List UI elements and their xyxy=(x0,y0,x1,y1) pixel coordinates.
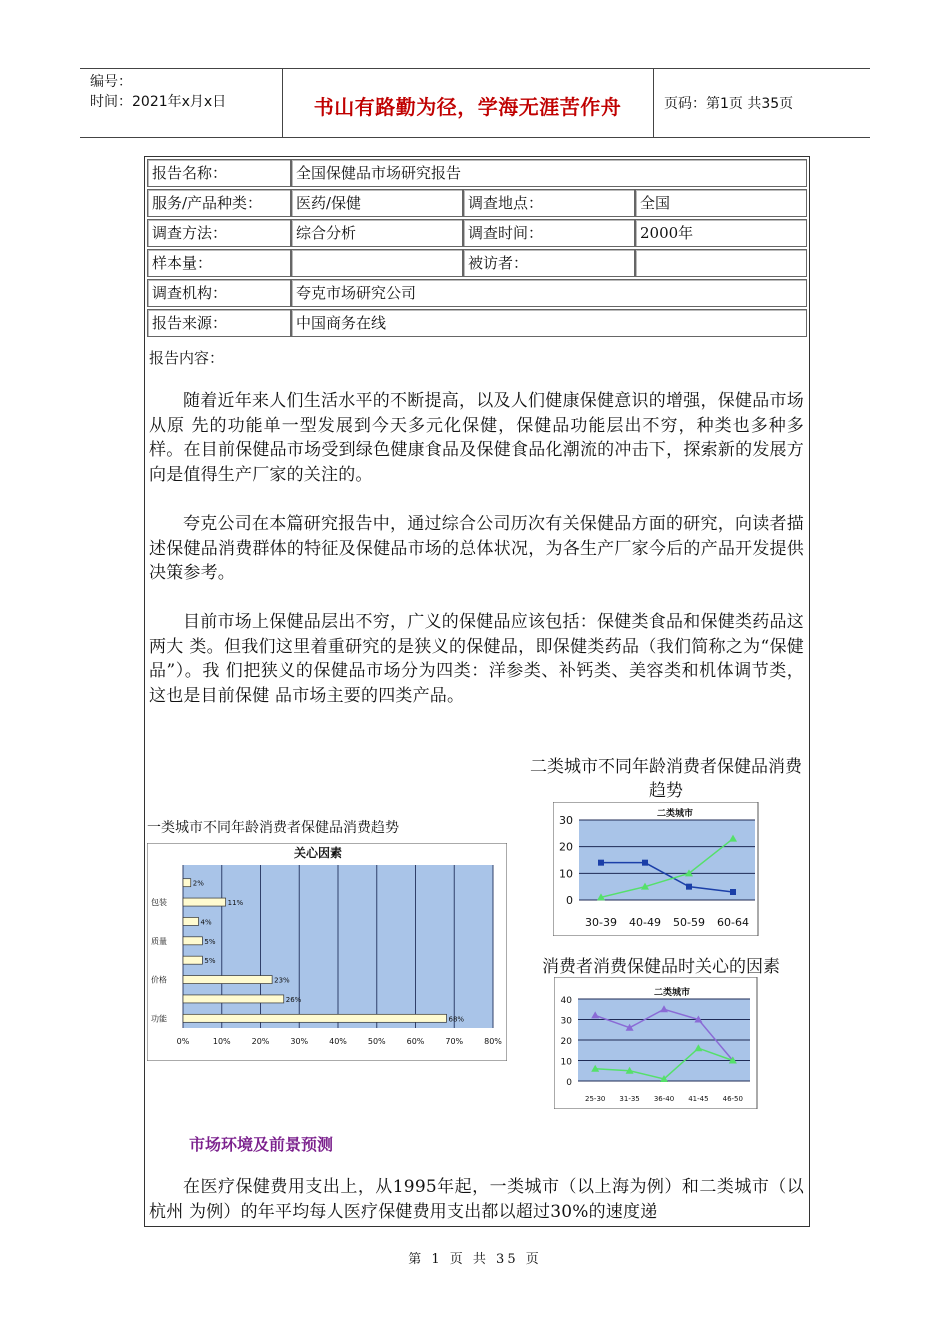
bar xyxy=(183,898,226,906)
x-tick-label: 46-50 xyxy=(722,1095,743,1103)
location-label: 调查地点： xyxy=(463,189,635,217)
report-name-value: 全国保健品市场研究报告 xyxy=(291,159,807,187)
sample-value xyxy=(291,249,463,277)
bar xyxy=(183,976,272,984)
bar xyxy=(183,1014,447,1022)
header-page-info: 页码：第1页 共35页 xyxy=(664,96,794,112)
x-tick-label: 40% xyxy=(329,1037,347,1046)
category-label: 包装 xyxy=(151,898,167,908)
method-label: 调查方法： xyxy=(147,219,291,247)
header-motto: 书山有路勤为径，学海无涯苦作舟 xyxy=(313,95,622,119)
x-tick-label: 30% xyxy=(290,1037,309,1046)
y-tick-label: 40 xyxy=(560,996,572,1006)
location-value: 全国 xyxy=(635,189,807,217)
bar xyxy=(183,937,202,945)
content-label: 报告内容： xyxy=(149,349,225,367)
page-header xyxy=(80,68,870,138)
report-frame xyxy=(144,156,810,1227)
x-tick-label: 50-59 xyxy=(673,916,705,929)
bar-value-label: 4% xyxy=(200,918,212,927)
bar xyxy=(183,995,284,1003)
plot-area xyxy=(579,820,755,900)
method-value: 综合分析 xyxy=(291,219,463,247)
data-point xyxy=(598,860,604,866)
x-tick-label: 41-45 xyxy=(688,1095,709,1103)
header-divider xyxy=(653,69,654,137)
agency-value: 夸克市场研究公司 xyxy=(291,279,807,307)
source-label: 报告来源： xyxy=(147,309,291,337)
x-tick-label: 20% xyxy=(251,1037,270,1046)
category-label: 价格 xyxy=(151,975,167,985)
x-tick-label: 60% xyxy=(406,1037,425,1046)
bar-value-label: 5% xyxy=(204,957,216,966)
paragraph-2: 夸克公司在本篇研究报告中，通过综合公司历次有关保健品方面的研究，向读者描述保健品消费群体的特征及保健品市场的总体状况，为各生产厂家今后的产品开发提供决策参考。 xyxy=(149,514,804,583)
x-tick-label: 30-39 xyxy=(585,916,617,929)
data-point xyxy=(686,884,692,890)
category-value: 医药/保健 xyxy=(291,189,463,217)
y-tick-label: 0 xyxy=(566,1078,572,1088)
number-label: 编号： xyxy=(90,74,132,90)
bar-value-label: 5% xyxy=(204,937,216,946)
sample-label: 样本量： xyxy=(147,249,291,277)
y-tick-label: 30 xyxy=(559,814,573,827)
x-tick-label: 40-49 xyxy=(629,916,661,929)
y-tick-label: 0 xyxy=(566,894,573,907)
bar-value-label: 11% xyxy=(227,899,244,908)
x-tick-label: 36-40 xyxy=(653,1095,675,1103)
age-trend-line-chart-bottom xyxy=(554,977,758,1109)
paragraph-1: 随着近年来人们生活水平的不断提高，以及人们健康保健意识的增强，保健品市场从原 先的功能单一型发展到今天多元化保健，保健品功能层出不穷，种类也多种多样。在目前保健品市场受到绿色健康食品及保健食品化潮流的冲击下，探索新的发展方向是值得生产厂家的关注的。 xyxy=(149,391,804,485)
bar xyxy=(183,879,191,887)
y-tick-label: 10 xyxy=(560,1057,572,1068)
bar-value-label: 26% xyxy=(285,995,302,1004)
paragraph-4: 在医疗保健费用支出上，从1995年起，一类城市（以上海为例）和二类城市（以杭州 为例）的年平均每人医疗保健费用支出都以超过30%的速度递 xyxy=(149,1177,804,1222)
chart-title: 关心因素 xyxy=(293,846,343,860)
chart-caption-top-right: 二类城市不同年龄消费者保健品消费趋势 xyxy=(530,757,802,801)
category-label: 服务/产品种类： xyxy=(147,189,291,217)
y-tick-label: 20 xyxy=(559,840,573,854)
y-tick-label: 20 xyxy=(560,1037,572,1047)
x-tick-label: 50% xyxy=(367,1037,386,1046)
section-heading: 市场环境及前景预测 xyxy=(189,1135,334,1154)
category-label: 功能 xyxy=(151,1014,167,1024)
chart-caption-bottom-right: 消费者消费保健品时关心的因素 xyxy=(542,957,780,977)
data-point xyxy=(730,889,736,895)
date-label: 时间：2021年x月x日 xyxy=(90,94,227,110)
page-footer: 第 1 页 共 35 页 xyxy=(408,1252,542,1267)
chart-title: 二类城市 xyxy=(653,988,691,998)
x-tick-label: 80% xyxy=(484,1037,502,1046)
x-tick-label: 60-64 xyxy=(717,916,749,929)
paragraph-3: 目前市场上保健品层出不穷，广义的保健品应该包括：保健类食品和保健类药品这两大 类。但我们这里着重研究的是狭义的保健品，即保健类药品（我们简称之为“保健品”）。我 们把狭义的保健品市场分为四类：洋参类、补钙类、美容类和机体调节类，这也是目前保健 品市场主要的四类产品。 xyxy=(149,612,804,706)
respondent-label: 被访者： xyxy=(463,249,635,277)
bar xyxy=(183,956,202,964)
respondent-value xyxy=(635,249,807,277)
y-tick-label: 30 xyxy=(560,1016,572,1027)
agency-label: 调查机构： xyxy=(147,279,291,307)
bar-value-label: 23% xyxy=(274,976,290,985)
x-tick-label: 10% xyxy=(212,1037,231,1046)
source-value: 中国商务在线 xyxy=(291,309,807,337)
data-point xyxy=(642,860,648,866)
category-label: 质量 xyxy=(151,936,167,946)
y-tick-label: 10 xyxy=(559,867,573,881)
bar-value-label: 68% xyxy=(448,1015,465,1024)
chart-title: 二类城市 xyxy=(656,809,694,819)
x-tick-label: 31-35 xyxy=(619,1095,640,1103)
survey-time-value: 2000年 xyxy=(635,219,807,247)
bar-value-label: 2% xyxy=(192,879,204,888)
factors-bar-chart xyxy=(147,843,507,1061)
header-meta xyxy=(90,72,280,112)
x-tick-label: 0% xyxy=(176,1037,190,1046)
age-trend-line-chart-top xyxy=(553,802,759,936)
bar xyxy=(183,917,199,925)
survey-time-label: 调查时间： xyxy=(463,219,635,247)
chart-caption-left: 一类城市不同年龄消费者保健品消费趋势 xyxy=(147,820,399,836)
report-name-label: 报告名称： xyxy=(147,159,291,187)
x-tick-label: 25-30 xyxy=(585,1095,606,1103)
x-tick-label: 70% xyxy=(445,1037,464,1046)
